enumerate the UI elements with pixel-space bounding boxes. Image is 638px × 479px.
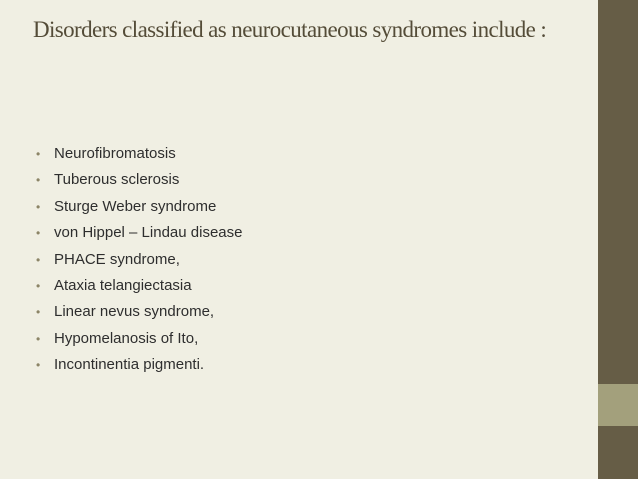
bullet-icon: •	[36, 331, 41, 346]
list-item-text: Linear nevus syndrome,	[54, 303, 215, 321]
bullet-icon: •	[36, 305, 41, 320]
list-item-text: PHACE syndrome,	[54, 250, 180, 268]
list-item	[36, 355, 242, 381]
list-item	[36, 223, 242, 249]
bullet-icon: •	[36, 147, 41, 161]
list-item-text: Ataxia telangiectasia	[54, 276, 192, 294]
bullet-icon: •	[36, 358, 41, 373]
list-item-text: Tuberous sclerosis	[54, 171, 180, 189]
list-item	[36, 302, 242, 328]
list-item-text: von Hippel – Lindau disease	[54, 224, 243, 242]
bullet-icon: •	[36, 252, 41, 267]
bullet-icon: •	[36, 173, 41, 188]
list-item	[36, 197, 242, 223]
bullet-list	[36, 144, 242, 382]
list-item	[36, 144, 242, 170]
bullet-icon: •	[36, 226, 41, 241]
list-item-text: Sturge Weber syndrome	[54, 197, 217, 215]
decorative-sidebar-accent	[598, 384, 638, 426]
slide-title: Disorders classified as neurocutaneous syndromes include :	[33, 17, 547, 42]
list-item-text: Neurofibromatosis	[54, 145, 176, 162]
list-item-text: Incontinentia pigmenti.	[54, 356, 205, 374]
list-item	[36, 276, 242, 302]
list-item	[36, 329, 242, 355]
bullet-icon: •	[36, 278, 41, 293]
list-item	[36, 170, 242, 196]
list-item-text: Hypomelanosis of Ito,	[54, 329, 199, 347]
list-item	[36, 250, 242, 276]
bullet-icon: •	[36, 199, 41, 214]
